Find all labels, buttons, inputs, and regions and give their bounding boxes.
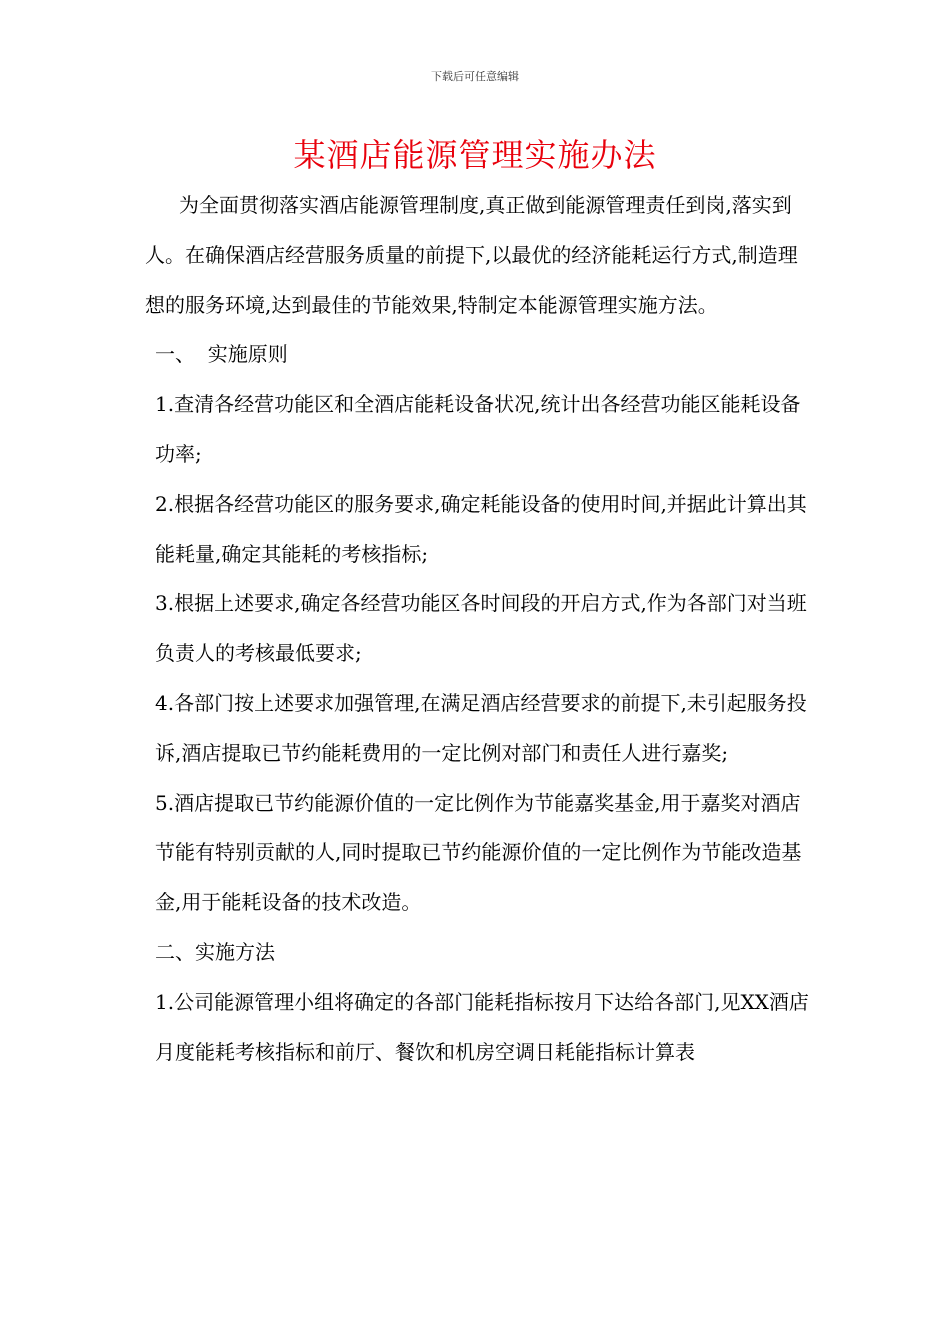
section1-item-4: 4.各部门按上述要求加强管理,在满足酒店经营要求的前提下,未引起服务投诉,酒店提取已节约能耗费用的一定比例对部门和责任人进行嘉奖;: [155, 690, 807, 765]
section1-heading: 一、 实施原则: [155, 342, 288, 367]
section1-item-5: 5.酒店提取已节约能源价值的一定比例作为节能嘉奖基金,用于嘉奖对酒店节能有特别贡献的人,同时提取已节约能源价值的一定比例作为节能改造基金,用于能耗设备的技术改造。: [155, 790, 802, 915]
document-body: [145, 181, 810, 1077]
section2-item-1: 1.公司能源管理小组将确定的各部门能耗指标按月下达给各部门,见XX酒店月度能耗考核指标和前厅、餐饮和机房空调日耗能指标计算表: [155, 989, 809, 1064]
document-title: 某酒店能源管理实施办法: [293, 136, 657, 174]
intro-paragraph: 为全面贯彻落实酒店能源管理制度,真正做到能源管理责任到岗,落实到人。在确保酒店经营服务质量的前提下,以最优的经济能耗运行方式,制造理想的服务环境,达到最佳的节能效果,特制定本能源管理实施方法。: [145, 193, 798, 317]
section1-item-3: 3.根据上述要求,确定各经营功能区各时间段的开启方式,作为各部门对当班负责人的考核最低要求;: [155, 591, 807, 666]
section1-item-2: 2.根据各经营功能区的服务要求,确定耗能设备的使用时间,并据此计算出其能耗量,确定其能耗的考核指标;: [155, 491, 807, 566]
section2-heading: 二、实施方法: [155, 939, 275, 964]
section1-item-1: 1.查清各经营功能区和全酒店能耗设备状况,统计出各经营功能区能耗设备功率;: [155, 392, 801, 466]
header-note: 下载后可任意编辑: [431, 70, 519, 83]
